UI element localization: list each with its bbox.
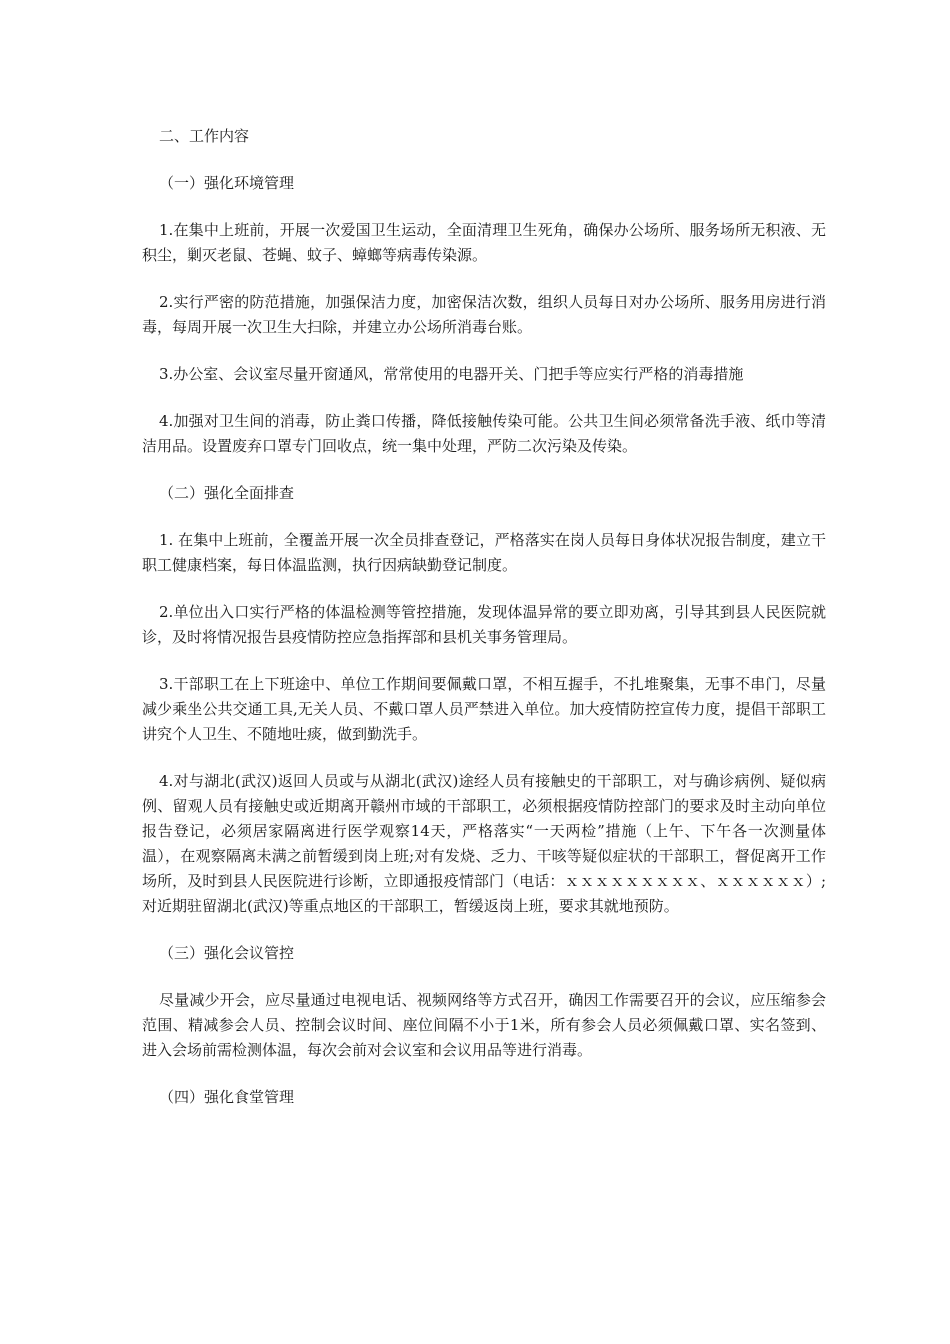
subsection-heading-canteen: （四）强化食堂管理 — [159, 1088, 295, 1106]
paragraph: 4.加强对卫生间的消毒，防止粪口传播，降低接触传染可能。公共卫生间必须常备洗手液、纸巾等清洁用品。设置废弃口罩专门回收点，统一集中处理，严防二次污染及传染。 — [142, 412, 826, 455]
subsection-heading-meetings: （三）强化会议管控 — [159, 944, 295, 962]
subsection-heading-environment: （一）强化环境管理 — [159, 174, 295, 192]
paragraph: 1. 在集中上班前，全覆盖开展一次全员排查登记，严格落实在岗人员每日身体状况报告制度，建立干职工健康档案，每日体温监测，执行因病缺勤登记制度。 — [142, 531, 826, 574]
paragraph: 2.单位出入口实行严格的体温检测等管控措施，发现体温异常的要立即劝离，引导其到县人民医院就诊，及时将情况报告县疫情防控应急指挥部和县机关事务管理局。 — [142, 603, 826, 646]
section-title: 二、工作内容 — [159, 127, 250, 145]
paragraph: 3.干部职工在上下班途中、单位工作期间要佩戴口罩，不相互握手，不扎堆聚集，无事不串门，尽量减少乘坐公共交通工具,无关人员、不戴口罩人员严禁进入单位。加大疫情防控宣传力度，提倡干部职工讲究个人卫生、不随地吐痰，做到勤洗手。 — [142, 675, 826, 743]
document-body — [142, 124, 826, 1132]
paragraph: 2.实行严密的防范措施，加强保洁力度，加密保洁次数，组织人员每日对办公场所、服务用房进行消毒，每周开展一次卫生大扫除，并建立办公场所消毒台账。 — [142, 293, 826, 336]
subsection-heading-screening: （二）强化全面排查 — [159, 484, 295, 502]
paragraph: 3.办公室、会议室尽量开窗通风，常常使用的电器开关、门把手等应实行严格的消毒措施 — [159, 365, 744, 383]
paragraph: 1.在集中上班前，开展一次爱国卫生运动，全面清理卫生死角，确保办公场所、服务场所无积液、无积尘，剿灭老鼠、苍蝇、蚊子、蟑螂等病毒传染源。 — [142, 221, 826, 264]
paragraph: 尽量减少开会，应尽量通过电视电话、视频网络等方式召开，确因工作需要召开的会议，应压缩参会范围、精减参会人员、控制会议时间、座位间隔不小于1米，所有参会人员必须佩戴口罩、实名签到、进入会场前需检测体温，每次会前对会议室和会议用品等进行消毒。 — [142, 991, 826, 1059]
paragraph: 4.对与湖北(武汉)返回人员或与从湖北(武汉)途经人员有接触史的干部职工，对与确诊病例、疑似病例、留观人员有接触史或近期离开赣州市域的干部职工，必须根据疫情防控部门的要求及时主动向单位报告登记，必须居家隔离进行医学观察14天，严格落实“一天两检”措施（上午、下午各一次测量体温），在观察隔离未满之前暂缓到岗上班;对有发烧、乏力、干咳等疑似症状的干部职工，督促离开工作场所，及时到县人民医院进行诊断，立即通报疫情部门（电话：ｘｘｘｘｘｘｘｘｘ、ｘｘｘｘｘｘ）;对近期驻留湖北(武汉)等重点地区的干部职工，暂缓返岗上班，要求其就地预防。 — [142, 772, 826, 915]
